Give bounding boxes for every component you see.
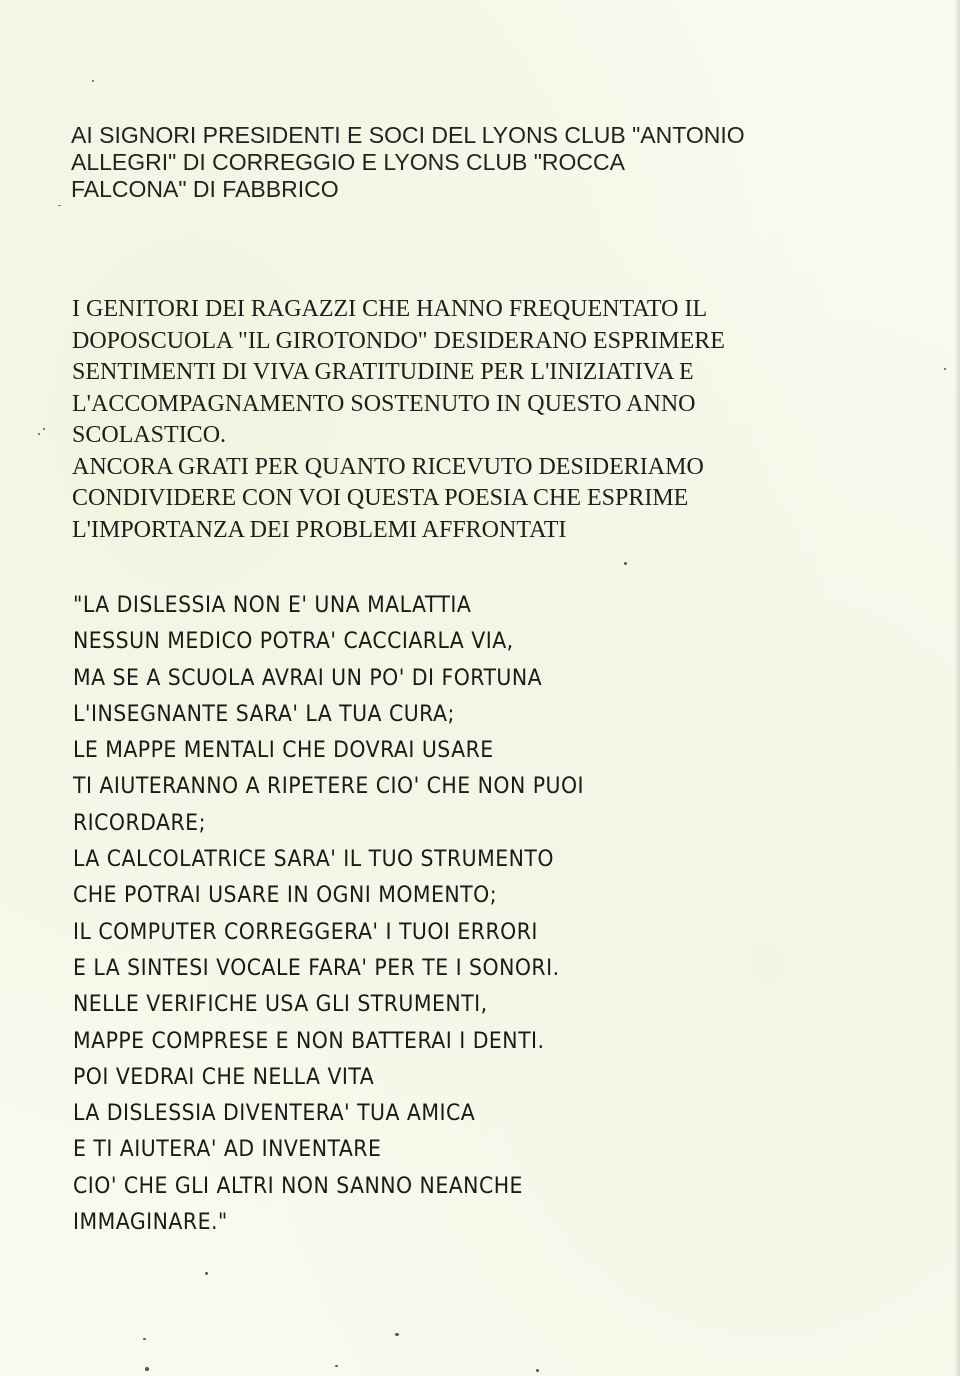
poem-line: LA CALCOLATRICE SARA' IL TUO STRUMENTO [73, 847, 554, 873]
letter-line: SCOLASTICO. [72, 422, 227, 448]
scan-speck [395, 1333, 399, 1336]
poem-block [73, 588, 798, 1241]
poem-line: POI VEDRAI CHE NELLA VITA [73, 1064, 375, 1090]
poem-line: L'INSEGNANTE SARA' LA TUA CURA; [73, 701, 455, 727]
letter-body [72, 294, 852, 546]
poem-line: RICORDARE; [73, 810, 206, 836]
addressee-line: ALLEGRI" DI CORREGGIO E LYONS CLUB "ROCCA [71, 149, 625, 175]
poem-line: IMMAGINARE." [73, 1210, 228, 1236]
addressee-block [71, 122, 851, 203]
letter-line: DOPOSCUOLA "IL GIROTONDO" DESIDERANO ESPRIMERE [72, 327, 725, 354]
addressee-line: FALCONA" DI FABBRICO [71, 176, 339, 202]
letter-line: L'IMPORTANZA DEI PROBLEMI AFFRONTATI [72, 516, 567, 543]
scan-speck [205, 1272, 208, 1275]
letter-line: L'ACCOMPAGNAMENTO SOSTENUTO IN QUESTO ANNO [72, 390, 696, 417]
letter-line: I GENITORI DEI RAGAZZI CHE HANNO FREQUENTATO IL [72, 296, 708, 322]
poem-line: TI AIUTERANNO A RIPETERE CIO' CHE NON PUOI [73, 774, 585, 800]
scan-speck [38, 433, 40, 435]
poem-line: MA SE A SCUOLA AVRAI UN PO' DI FORTUNA [73, 665, 543, 691]
letter-line: ANCORA GRATI PER QUANTO RICEVUTO DESIDERIAMO [72, 453, 704, 480]
scan-speck [145, 1367, 149, 1371]
poem-line: CIO' CHE GLI ALTRI NON SANNO NEANCHE [73, 1173, 523, 1199]
scan-speck [43, 428, 45, 430]
scan-speck [335, 1365, 338, 1367]
scan-speck [143, 1338, 146, 1340]
poem-line: E TI AIUTERA' AD INVENTARE [73, 1137, 382, 1163]
poem-line: "LA DISLESSIA NON E' UNA MALATTIA [73, 593, 472, 618]
poem-line: NELLE VERIFICHE USA GLI STRUMENTI, [73, 992, 488, 1018]
letter-line: SENTIMENTI DI VIVA GRATITUDINE PER L'INIZIATIVA E [72, 359, 694, 385]
page-edge-shadow [954, 0, 960, 1376]
poem-line: LE MAPPE MENTALI CHE DOVRAI USARE [73, 738, 494, 764]
poem-line: MAPPE COMPRESE E NON BATTERAI I DENTI. [73, 1028, 545, 1054]
addressee-line: AI SIGNORI PRESIDENTI E SOCI DEL LYONS CLUB "ANTONIO [71, 122, 745, 148]
poem-line: LA DISLESSIA DIVENTERA' TUA AMICA [73, 1101, 476, 1127]
scan-speck [92, 80, 94, 82]
poem-line: NESSUN MEDICO POTRA' CACCIARLA VIA, [73, 629, 514, 655]
poem-line: E LA SINTESI VOCALE FARA' PER TE I SONORI. [73, 955, 560, 981]
poem-line: CHE POTRAI USARE IN OGNI MOMENTO; [73, 883, 498, 909]
letter-line: CONDIVIDERE CON VOI QUESTA POESIA CHE ESPRIME [72, 485, 689, 511]
scan-speck [624, 562, 627, 565]
poem-line: IL COMPUTER CORREGGERA' I TUOI ERRORI [73, 919, 538, 945]
scan-speck [536, 1369, 539, 1372]
scan-speck [944, 368, 946, 370]
scan-speck [58, 205, 61, 206]
